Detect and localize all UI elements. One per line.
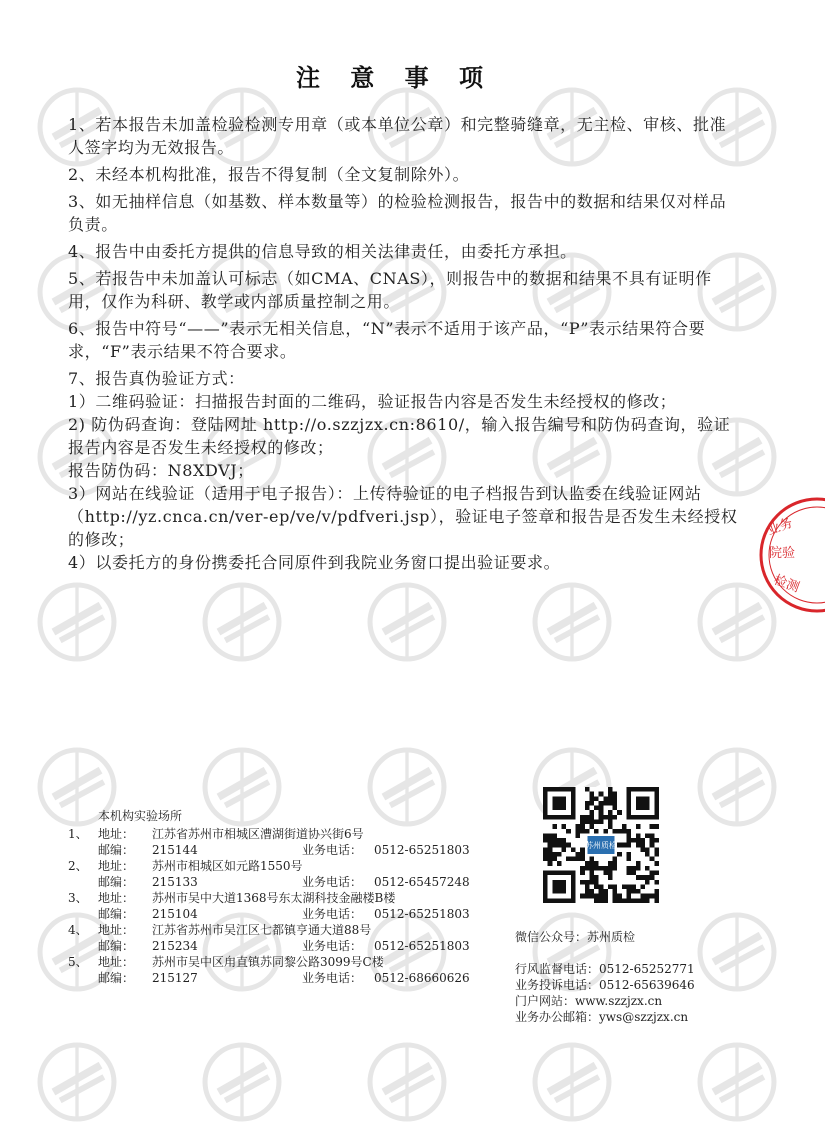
svg-text:院验: 院验 <box>769 546 796 561</box>
lab-phone: 0512-65251803 <box>374 843 470 857</box>
verify-method-code: 2) 防伪码查询：登陆网址 http://o.szzjzx.cn:8610/，输入报告编号和防伪码查询，验证报告内容是否发生未经授权的修改； <box>68 415 731 457</box>
phone-label: 业务电话： <box>302 843 363 857</box>
phone-label: 业务电话： <box>302 939 363 953</box>
lab-postcode: 215144 <box>152 843 198 857</box>
lab-location <box>68 954 470 986</box>
notice-item-7: 7、报告真伪验证方式： <box>68 369 245 388</box>
notice-item-1: 1、若本报告未加盖检验检测专用章（或本单位公章）和完整骑缝章，无主检、审核、批准人签字均为无效报告。 <box>68 115 727 157</box>
postcode-label: 邮编： <box>98 875 135 889</box>
notice-item-4: 4、报告中由委托方提供的信息导致的相关法律责任，由委托方承担。 <box>68 242 577 261</box>
notice-item-2: 2、未经本机构批准，报告不得复制（全文复制除外）。 <box>68 165 470 184</box>
phone-label: 业务电话： <box>302 875 363 889</box>
lab-location <box>68 890 470 922</box>
lab-phone: 0512-65251803 <box>374 939 470 953</box>
address-label: 地址： <box>98 891 135 905</box>
contact-info <box>515 929 695 1025</box>
verify-method-online: 3）网站在线验证（适用于电子报告）：上传待验证的电子档报告到认监委在线验证网站（http://yz.cnca.cn/ver-ep/ve/v/pdfveri.jsp），验证电子签章和报告是否发生未经授权的修改； <box>68 484 738 549</box>
svg-text:业务: 业务 <box>765 515 795 539</box>
wechat-qr-code <box>543 787 659 903</box>
wechat-account: 微信公众号：苏州质检 <box>515 930 636 944</box>
verify-method-onsite: 4）以委托方的身份携委托合同原件到我院业务窗口提出验证要求。 <box>68 553 561 572</box>
lab-address: 江苏省苏州市吴江区七都镇亨通大道88号 <box>152 923 372 937</box>
lab-location <box>68 858 470 890</box>
notice-item-6: 6、报告中符号“——”表示无相关信息，“N”表示不适用于该产品，“P”表示结果符合要求，“F”表示结果不符合要求。 <box>68 319 706 361</box>
lab-location <box>68 826 470 858</box>
verify-method-qr: 1）二维码验证：扫描报告封面的二维码，验证报告内容是否发生未经授权的修改； <box>68 392 677 411</box>
lab-postcode: 215234 <box>152 939 198 953</box>
portal-website: 门户网站：www.szzjzx.cn <box>515 994 663 1008</box>
lab-address: 苏州市吴中区甪直镇苏同黎公路3099号C楼 <box>152 955 384 969</box>
page-title: 注 意 事 项 <box>295 64 495 92</box>
address-label: 地址： <box>98 859 135 873</box>
notice-list <box>68 113 738 574</box>
lab-postcode: 215104 <box>152 907 198 921</box>
lab-number: 4、 <box>68 923 88 937</box>
lab-number: 3、 <box>68 891 88 905</box>
lab-postcode: 215133 <box>152 875 198 889</box>
lab-address: 江苏省苏州市相城区漕湖街道协兴街6号 <box>152 827 364 841</box>
notice-item-3: 3、如无抽样信息（如基数、样本数量等）的检验检测报告，报告中的数据和结果仅对样品负责。 <box>68 192 727 234</box>
complaint-phone: 业务投诉电话：0512-65639646 <box>515 978 695 992</box>
postcode-label: 邮编： <box>98 971 135 985</box>
qr-center-logo-text: 苏州质检 <box>585 840 617 850</box>
svg-text:检测: 检测 <box>771 572 802 596</box>
labs-heading: 本机构实验场所 <box>98 809 183 823</box>
lab-address: 苏州市相城区如元路1550号 <box>152 859 303 873</box>
address-label: 地址： <box>98 955 135 969</box>
address-label: 地址： <box>98 827 135 841</box>
lab-phone: 0512-65251803 <box>374 907 470 921</box>
lab-number: 5、 <box>68 955 88 969</box>
postcode-label: 邮编： <box>98 907 135 921</box>
lab-phone: 0512-65457248 <box>374 875 470 889</box>
anti-fake-code: 报告防伪码：N8XDVJ； <box>68 461 254 480</box>
lab-number: 1、 <box>68 827 88 841</box>
phone-label: 业务电话： <box>302 971 363 985</box>
lab-location <box>68 922 470 954</box>
phone-label: 业务电话： <box>302 907 363 921</box>
lab-address: 苏州市吴中大道1368号东太湖科技金融楼B楼 <box>152 891 396 905</box>
office-email: 业务办公邮箱：yws@szzjzx.cn <box>515 1010 689 1024</box>
lab-postcode: 215127 <box>152 971 198 985</box>
lab-phone: 0512-68660626 <box>374 971 470 985</box>
postcode-label: 邮编： <box>98 843 135 857</box>
lab-locations <box>68 808 470 986</box>
lab-number: 2、 <box>68 859 88 873</box>
supervision-phone: 行风监督电话：0512-65252771 <box>515 962 695 976</box>
address-label: 地址： <box>98 923 135 937</box>
notice-item-5: 5、若报告中未加盖认可标志（如CMA、CNAS），则报告中的数据和结果不具有证明作用，仅作为科研、教学或内部质量控制之用。 <box>68 269 712 311</box>
postcode-label: 邮编： <box>98 939 135 953</box>
